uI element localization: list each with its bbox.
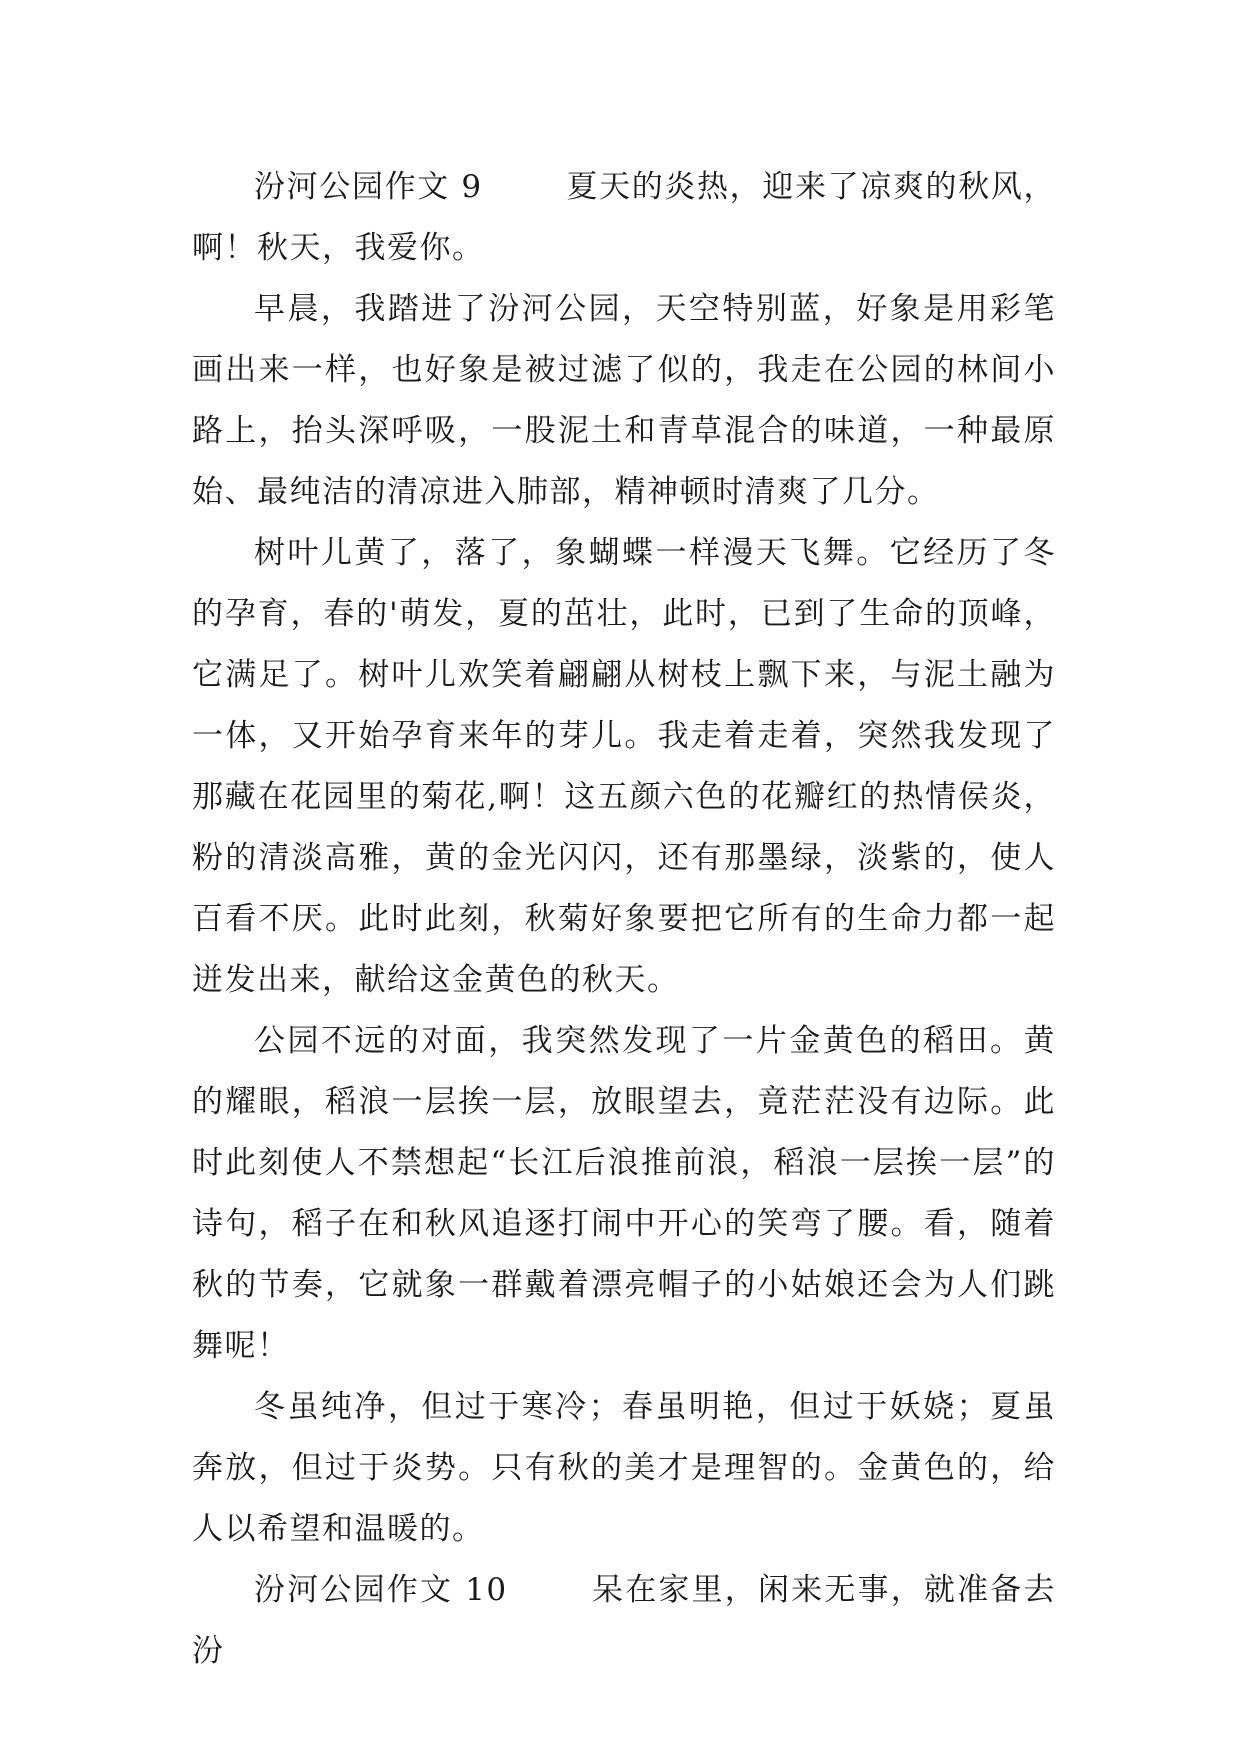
- paragraph-3: [192, 523, 1056, 1011]
- paragraph-text: 呆在家里，闲来无事，就准备去汾: [192, 1572, 1056, 1669]
- paragraph-1: [192, 157, 1056, 279]
- paragraph-text: 冬虽纯净，但过于寒冷；春虽明艳，但过于妖娆；夏虽奔放，但过于炎势。只有秋的美才是理智的。金黄色的，给人以希望和温暖的。: [192, 1389, 1056, 1547]
- paragraph-text: 公园不远的对面，我突然发现了一片金黄色的稻田。黄的耀眼，稻浪一层挨一层，放眼望去，竟茫茫没有边际。此时此刻使人不禁想起“长江后浪推前浪，稻浪一层挨一层”的诗句，稻子在和秋风追逐打闹中开心的笑弯了腰。看，随着秋的节奏，它就象一群戴着漂亮帽子的小姑娘还会为人们跳舞呢！: [192, 1023, 1056, 1364]
- paragraph-5: [192, 1377, 1056, 1560]
- paragraph-6: [192, 1560, 1056, 1682]
- section-heading-9: 汾河公园作文 9: [254, 169, 483, 205]
- document-body: [192, 157, 1056, 1682]
- paragraph-text: 早晨，我踏进了汾河公园，天空特别蓝，好象是用彩笔画出来一样，也好象是被过滤了似的，我走在公园的林间小路上，抬头深呼吸，一股泥土和青草混合的味道，一种最原始、最纯洁的清凉进入肺部，精神顿时清爽了几分。: [192, 291, 1056, 510]
- section-heading-10: 汾河公园作文 10: [254, 1572, 508, 1608]
- paragraph-2: [192, 279, 1056, 523]
- paragraph-text: 树叶儿黄了，落了，象蝴蝶一样漫天飞舞。它经历了冬的孕育，春的'萌发，夏的茁壮，此时，已到了生命的顶峰，它满足了。树叶儿欢笑着翩翩从树枝上飘下来，与泥土融为一体，又开始孕育来年的芽儿。我走着走着，突然我发现了那藏在花园里的菊花,啊！这五颜六色的花瓣红的热情侯炎，粉的清淡高雅，黄的金光闪闪，还有那墨绿，淡紫的，使人百看不厌。此时此刻，秋菊好象要把它所有的生命力都一起迸发出来，献给这金黄色的秋天。: [192, 535, 1056, 998]
- paragraph-text: 夏天的炎热，迎来了凉爽的秋风，啊！秋天，我爱你。: [192, 169, 1057, 266]
- paragraph-4: [192, 1011, 1056, 1377]
